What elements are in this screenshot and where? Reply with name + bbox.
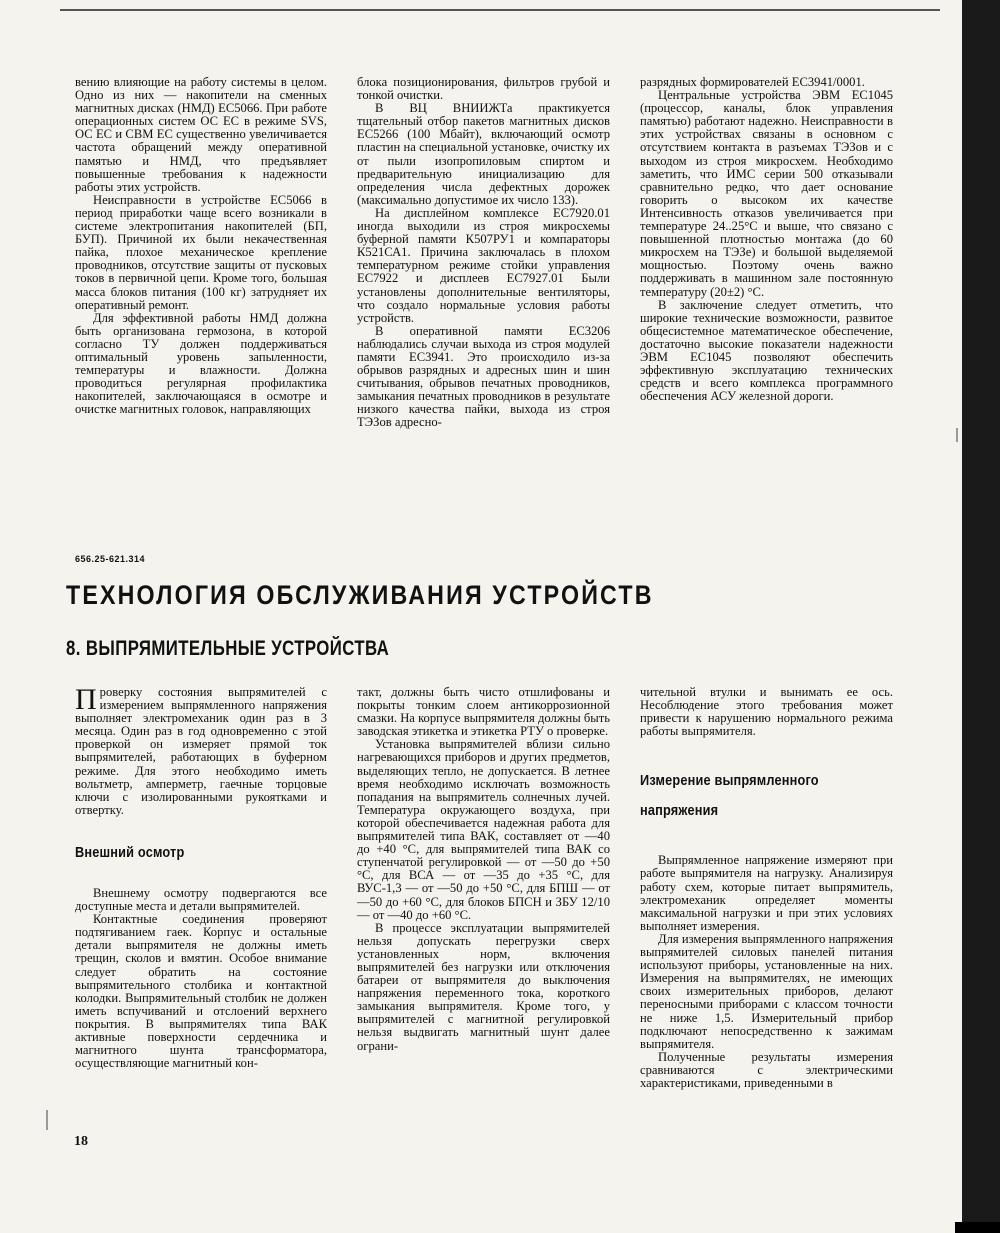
paragraph: чительной втулки и вынимать ее ось. Несоблюдение этого требования может привести к нарушению нормального режима работы выпрямителя. xyxy=(640,685,893,739)
paragraph: блока позиционирования, фильтров грубой и тонкой очистки. xyxy=(357,75,610,103)
bottom-column-3 xyxy=(640,686,893,1090)
article-title: 8. ВЫПРЯМИТЕЛЬНЫЕ УСТРОЙСТВА xyxy=(66,637,390,660)
paragraph: Неисправности в устройстве ЕС5066 в период приработки чаще всего возникали в системе электропитания накопителей (БП, БУП). Причиной их были некачественная пайка, плохое механическое крепление проводников, отсутствие защиты от пусковых токов в первичной цепи. Кроме того, большая масса блоков питания (100 кг) затрудняет их оперативный ремонт. xyxy=(75,192,327,312)
bottom-column-2 xyxy=(357,686,610,1053)
scan-edge-corner xyxy=(955,1222,1000,1233)
top-column-2 xyxy=(357,76,610,430)
subsection-heading-measure xyxy=(640,766,855,826)
udc-code: 656.25-621.314 xyxy=(75,554,146,564)
top-column-3 xyxy=(640,76,893,403)
paragraph: В заключение следует отметить, что широкие технические возможности, развитое общесистемное математическое обеспечение, достаточно высокие показатели надежности ЭВМ ЕС1045 позволяют обеспечить эффективную эксплуатацию технических средств и всего комплекса программного обеспечения АСУ железной дороги. xyxy=(640,297,893,404)
edge-mark xyxy=(956,428,958,442)
paragraph: Внешнему осмотру подвергаются все доступные места и детали выпрямителей. xyxy=(75,885,327,914)
scan-edge-shadow xyxy=(962,0,1000,1233)
subsection-heading-inspection: Внешний осмотр xyxy=(75,843,185,861)
paragraph: В оперативной памяти ЕС3206 наблюдались случаи выхода из строя модулей памяти ЕС3941. Это происходило из-за обрывов разрядных и адресных шин и шин считывания, обрывов печатных проводников, замыкания печатных проводников в результате низкого качества пайки, выхода из строя ТЭЗов адресно- xyxy=(357,323,610,430)
paragraph: вению влияющие на работу системы в целом. Одно из них — накопители на сменных магнитных дисках (НМД) ЕС5066. При работе операционных систем ОС ЕС в режиме SVS, ОС ЕС и СВМ ЕС существенно увеличивается частота обращений между оперативной памятью и НМД, что предъявляет повышенные требования к надежности работы этих устройств. xyxy=(75,75,327,194)
paragraph: Для эффективной работы НМД должна быть организована гермозона, в которой согласно ТУ должен поддерживаться оптимальный уровень запыленности, температуры и влажности. Должна проводиться регулярная профилактика накопителей, заключающаяся в осмотре и очистке магнитных головок, направляющих xyxy=(75,310,327,417)
intro-paragraph xyxy=(75,683,327,817)
paragraph: Центральные устройства ЭВМ ЕС1045 (процессор, каналы, блок управления памятью) работают надежно. Неисправности в этих устройствах связаны в основном с отсутствием контакта в разъемах ТЭЗов и с выходом из строя микросхем. Необходимо заметить, что ИМС серии 500 отказывали сравнительно редко, что дает основание говорить о высоком их качестве Интенсивность отказов увеличивается при температуре 24..25°С и выше, что связано с повышенной плотностью монтажа (до 60 микросхем на ТЭЗе) и большой выделяемой мощностью. Поэтому очень важно поддерживать в машинном зале постоянную температуру (20±2) °С. xyxy=(640,88,893,299)
paragraph: Для измерения выпрямленного напряжения выпрямителей силовых панелей питания используют приборы, установленные на них. Измерения на выпрямителях, не имеющих своих измерительных приборов, делают переносными приборами с классом точности не ниже 1,5. Измерительный прибор подключают непосредственно к зажимам выпрямителя. xyxy=(640,931,893,1051)
paragraph: Установка выпрямителей вблизи сильно нагревающихся приборов и других предметов, выделяющих тепло, не допускается. В летнее время необходимо исключать возможность попадания на выпрямитель солнечных лучей. Температура окружающего воздуха, при которой обеспечивается надежная работа для выпрямителей типа ВАК, составляет от —40 до +40 °С, для выпрямителей типа ВАК со ступенчатой регулировкой — от —50 до +50 °С, для ВСА — от —35 до +35 °С, для ВУС-1,3 — от —50 до +50 °С, для БПШ — от —50 до +60 °С, для блоков БПСН и ЗБУ 12/10 — от —40 до +60 °С. xyxy=(357,737,610,922)
edge-mark xyxy=(46,1110,48,1130)
paragraph: Контактные соединения проверяют подтягиванием гаек. Корпус и остальные детали выпрямителя не должны иметь трещин, сколов и вмятин. Особое внимание следует обратить на состояние выпрямительного столбика и контактной колодки. Выпрямительный столбик не должен иметь вспучиваний и отслоений верхнего покрытия. В выпрямителях типа ВАК активные поверхности сердечника и магнитного шунта трансформатора, осуществляющие магнитный кон- xyxy=(75,912,327,1071)
paragraph: Полученные результаты измерения сравниваются с электрическими характеристиками, приведенными в xyxy=(640,1049,893,1090)
heading-line-2: напряжения xyxy=(640,802,719,820)
page-number: 18 xyxy=(74,1134,88,1149)
bottom-column-1 xyxy=(75,683,327,1071)
heading-line-1: Измерение выпрямленного xyxy=(640,772,819,790)
paragraph: На дисплейном комплексе ЕС7920.01 иногда выходили из строя микросхемы буферной памяти К507РУ1 и компараторы К521СА1. Причина заключалась в плохом температурном режиме стойки управления ЕС7922 и дисплеев ЕС7927.01 Были установлены дополнительные вентиляторы, что создало нормальные условия работы устройств. xyxy=(357,205,610,325)
intro-text: роверку состояния выпрямителей с измерением выпрямленного напряжения выполняет электромеханик один раз в 3 месяца. Один раз в год одновременно с этой проверкой он измеряет прямой ток выпрямителей, работающих в буферном режиме. Для этого необходимо иметь вольтметр, амперметр, гаечные торцовые ключи с изолированными рукоятками и отвертку. xyxy=(75,685,327,817)
paragraph: В ВЦ ВНИИЖТа практикуется тщательный отбор пакетов магнитных дисков ЕС5266 (100 Мбайт), включающий осмотр пластин на специальной установке, очистку их от пыли изопропиловым спиртом и предварительную инициализацию для определения числа дефектных дорожек (максимально допустимое их число 133). xyxy=(357,101,610,207)
section-title: ТЕХНОЛОГИЯ ОБСЛУЖИВАНИЯ УСТРОЙСТВ xyxy=(66,580,654,610)
top-column-1 xyxy=(75,76,327,416)
paragraph: Выпрямленное напряжение измеряют при работе выпрямителя на нагрузку. Анализируя работу схем, которые питает выпрямитель, электромеханик определяет моменты максимальной нагрузки и при этих условиях выполняет измерения. xyxy=(640,853,893,933)
paragraph: разрядных формирователей ЕС3941/0001. xyxy=(640,75,865,89)
paragraph: В процессе эксплуатации выпрямителей нельзя допускать перегрузки сверх установленных норм, включения выпрямителей без нагрузки или отключения батареи от выпрямителя до выключения напряжения переменного тока, короткого замыкания выпрямителя. Кроме того, у выпрямителей с магнитной регулировкой нельзя выдвигать магнитный шунт далее ограни- xyxy=(357,920,610,1053)
top-rule xyxy=(60,9,940,11)
paragraph: такт, должны быть чисто отшлифованы и покрыты тонким слоем антикоррозионной смазки. На корпусе выпрямителя должны быть заводская этикетка и этикетка РТУ о проверке. xyxy=(357,685,610,739)
drop-cap: П xyxy=(75,683,97,716)
